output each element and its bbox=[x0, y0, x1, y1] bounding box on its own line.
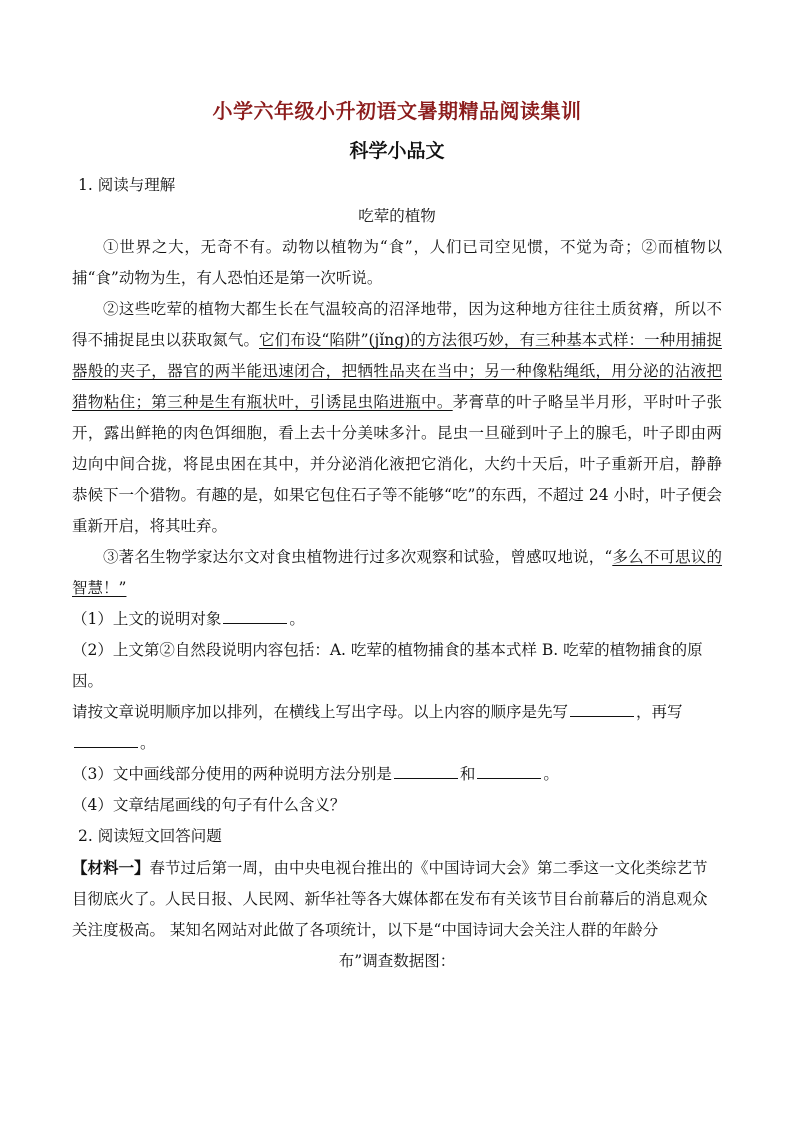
material-1-tail: 布”调查数据图： bbox=[338, 952, 456, 970]
question-2-instruction-text: 请按文章说明顺序加以排列，在横线上写出字母。以上内容的顺序是先写 bbox=[72, 703, 569, 721]
paragraph-3-intro: ③著名生物学家达尔文对食虫植物进行过多次观察和试验，曾感叹地说，“ bbox=[103, 548, 613, 566]
paragraph-3 bbox=[72, 542, 722, 604]
question-3-text: （3）文中画线部分使用的两种说明方法分别是 bbox=[72, 765, 392, 783]
question-1 bbox=[72, 604, 722, 635]
answer-blank[interactable] bbox=[570, 698, 634, 717]
article-title: 吃荤的植物 bbox=[358, 207, 436, 225]
section2-heading: 2. 阅读短文回答问题 bbox=[78, 827, 222, 845]
paragraph-2 bbox=[72, 294, 722, 542]
material-1-label: 【材料一】 bbox=[72, 858, 150, 877]
question-1-text: （1）上文的说明对象 bbox=[72, 610, 222, 628]
question-2-then: ，再写 bbox=[636, 703, 683, 721]
answer-blank[interactable] bbox=[74, 729, 138, 748]
question-2-end: 。 bbox=[140, 734, 156, 752]
answer-blank[interactable] bbox=[223, 605, 287, 624]
question-2-instruction bbox=[72, 697, 722, 759]
question-3-end: 。 bbox=[543, 765, 559, 783]
question-4: （4）文章结尾画线的句子有什么含义？ bbox=[72, 796, 346, 814]
question-2: （2）上文第②自然段说明内容包括：A. 吃荤的植物捕食的基本式样 B. 吃荤的植物捕食的原因。 bbox=[72, 641, 703, 690]
material-1-text: 春节过后第一周，由中央电视台推出的《中国诗词大会》第二季这一文化类综艺节目彻底火了。人民日报、人民网、新华社等各大媒体都在发布有关该节目台前幕后的消息观众关注度极高。 某知名网站对此做了各项统计，以下是“中国诗词大会关注人群的年龄分 bbox=[72, 859, 708, 939]
question-1-end: 。 bbox=[289, 610, 305, 628]
paragraph-2-underlined: 它们布设“陷阱”(jǐng)的方法很巧妙，有三种基本式样：一种用捕捉器般的夹子，器官的两半能迅速闭合，把牺牲品夹在当中；另一种像粘绳纸，用分泌的沾液把猎物粘住；第三种是生有瓶状叶，引诱昆虫陷进瓶中。 bbox=[72, 331, 722, 411]
main-title: 小学六年级小升初语文暑期精品阅读集训 bbox=[212, 99, 582, 123]
question-3 bbox=[72, 759, 722, 790]
answer-blank[interactable] bbox=[394, 760, 458, 779]
paragraph-3-underlined: 多么不可思议的智慧！ bbox=[72, 548, 722, 597]
paragraph-2-rest: 茅膏草的叶子略呈半月形，平时叶子张开，露出鲜艳的肉色饵细胞，看上去十分美味多汁。昆虫一旦碰到叶子上的腺毛，叶子即由两边向中间合拢，将昆虫困在其中，并分泌消化液把它消化，大约十天后，叶子重新开启，静静恭候下一个猎物。有趣的是，如果它包住石子等不能够“吃”的东西，不超过 24 小时，叶子便会重新开启，将其吐弃。 bbox=[72, 393, 722, 535]
answer-blank[interactable] bbox=[477, 760, 541, 779]
question-3-and: 和 bbox=[459, 765, 476, 783]
paragraph-1: ①世界之大，无奇不有。动物以植物为“食”，人们已司空见惯，不觉为奇；②而植物以捕“食”动物为生，有人恐怕还是第一次听说。 bbox=[72, 238, 722, 287]
paragraph-3-close: ” bbox=[118, 579, 127, 597]
section1-heading: 1. 阅读与理解 bbox=[78, 176, 176, 194]
sub-title: 科学小品文 bbox=[349, 140, 445, 162]
paragraph-2-intro: ②这些吃荤的植物大都生长在气温较高的沼泽地带，因为这种地方往往土质贫瘠，所以不得不捕捉昆虫以获取氮气。 bbox=[72, 300, 722, 349]
material-1 bbox=[72, 852, 722, 946]
